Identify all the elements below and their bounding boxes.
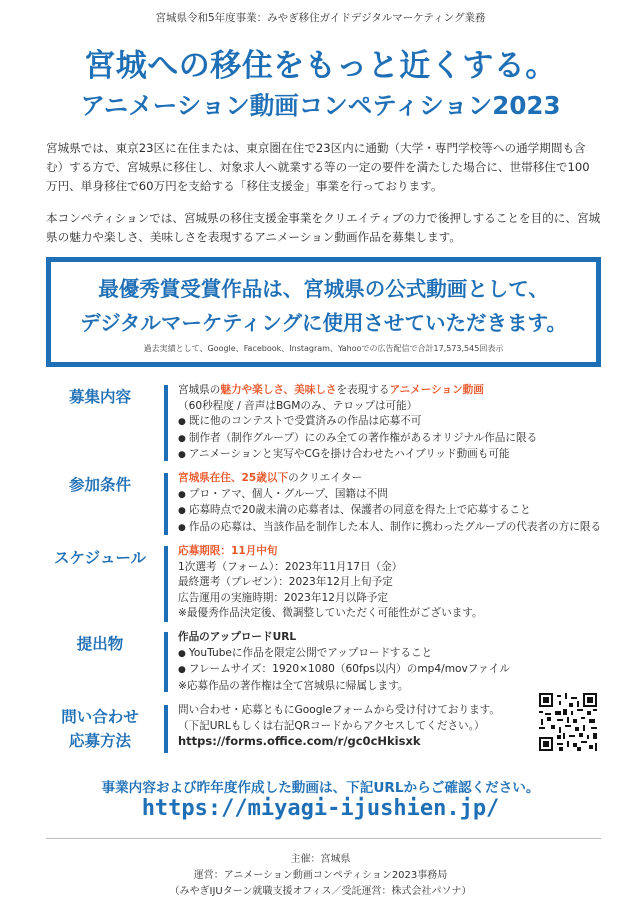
boshu-line-2: （60秒程度 / 音声はBGMのみ、テロップは可能） bbox=[178, 399, 418, 412]
top-note: 宮城県令和5年度事業：みやぎ移住ガイドデジタルマーケティング業務 bbox=[155, 12, 486, 24]
credit-operator: 運営：アニメーション動画コンペティション2023事務局 bbox=[193, 870, 448, 881]
section-bar bbox=[164, 385, 168, 461]
list-item: ● 応募時点で20歳未満の応募者は、保護者の同意を得た上で応募すること bbox=[178, 503, 618, 520]
section-boshu bbox=[0, 383, 641, 463]
list-item: ● YouTubeに作品を限定公開でアップロードすること bbox=[178, 646, 608, 663]
section-bar bbox=[164, 705, 168, 753]
boshu-line-1 bbox=[178, 383, 608, 399]
section-label-contact-1: 問い合わせ bbox=[61, 708, 139, 726]
section-body-contact bbox=[178, 703, 528, 750]
schedule-line: 広告運用の実施時期：2023年12月以降予定 bbox=[178, 591, 388, 604]
main-title: 宮城への移住をもっと近くする。 bbox=[84, 48, 557, 84]
sanka-line-1 bbox=[178, 471, 618, 487]
list-item: ● フレームサイズ：1920×1080（60fps以内）のmp4/movファイル bbox=[178, 662, 608, 679]
divider bbox=[46, 838, 601, 839]
section-teishutsu bbox=[0, 630, 641, 696]
sanka-text-b: のクリエイター bbox=[288, 472, 363, 484]
section-label-teishutsu: 提出物 bbox=[76, 635, 124, 653]
list-item: ● アニメーションと実写やCGを掛け合わせたハイブリッド動画も可能 bbox=[178, 447, 608, 464]
schedule-line: 最終選考（プレゼン）：2023年12月上旬予定 bbox=[178, 576, 393, 589]
section-schedule bbox=[0, 544, 641, 626]
credit-contractor: （みやぎIJUターン就職支援オフィス／受託運営：株式会社パソナ） bbox=[169, 886, 472, 897]
section-body-boshu bbox=[178, 383, 608, 464]
boshu-text-d: アニメーション動画 bbox=[389, 384, 484, 396]
contact-line-1: 問い合わせ・応募ともにGoogleフォームから受け付けております。 bbox=[178, 704, 501, 716]
section-bar bbox=[164, 632, 168, 692]
section-body-sanka bbox=[178, 471, 618, 536]
award-line-1: 最優秀賞受賞作品は、宮城県の公式動画として、 bbox=[98, 277, 549, 301]
schedule-line: 1次選考（フォーム）：2023年11月17日（金） bbox=[178, 560, 403, 573]
section-label-schedule: スケジュール bbox=[53, 549, 147, 567]
award-note: 過去実績として、Google、Facebook、Instagram、Yahooでの広告配信で合計17,573,545回表示 bbox=[143, 344, 504, 353]
credit-organizer: 主催：宮城県 bbox=[290, 854, 351, 865]
boshu-text-b: 魅力や楽しさ、美味しさ bbox=[220, 384, 337, 396]
schedule-line: ※最優秀作品決定後、微調整していただく可能性がございます。 bbox=[178, 607, 483, 620]
footer-site-link[interactable]: https://miyagi-ijushien.jp/ bbox=[141, 796, 500, 821]
sanka-text-a: 宮城県在住、25歳以下 bbox=[178, 472, 289, 484]
list-item: ● 制作者（制作グループ）にのみ全ての著作権があるオリジナル作品に限る bbox=[178, 431, 608, 448]
contact-line-2: （下記URLもしくは右記QRコードからアクセスしてください。） bbox=[178, 719, 485, 732]
section-body-teishutsu bbox=[178, 630, 608, 694]
award-box bbox=[46, 257, 601, 367]
list-item: ● 既に他のコンテストで受賞済みの作品は応募不可 bbox=[178, 414, 608, 431]
teishutsu-note: ※応募作品の著作権は全て宮城県に帰属します。 bbox=[178, 679, 409, 692]
section-sanka bbox=[0, 471, 641, 537]
section-bar bbox=[164, 473, 168, 535]
sub-title: アニメーション動画コンペティション2023 bbox=[80, 91, 561, 120]
section-label-contact-2: 応募方法 bbox=[68, 732, 131, 750]
boshu-text-c: を表現する bbox=[336, 384, 390, 396]
intro-paragraph-2: 本コンペティションでは、宮城県の移住支援金事業をクリエイティブの力で後押しすることを目的に、宮城県の魅力や楽しさ、美味しさを表現するアニメーション動画作品を募集します。 bbox=[46, 211, 601, 244]
footer-message: 事業内容および昨年度作成した動画は、下記URLからご確認ください。 bbox=[101, 780, 540, 796]
intro-paragraph-1: 宮城県では、東京23区に在住または、東京圏在住で23区内に通勤（大学・専門学校等への通学期間も含む）する方で、宮城県に移住し、対象求人へ就業する等の一定の要件を満たした場合に、世帯移住で100万円、単身移住で60万円を支給する「移住支援金」事業を行っております。 bbox=[46, 141, 590, 193]
list-item: ● 作品の応募は、当該作品を制作した本人、制作に携わったグループの代表者の方に限る bbox=[178, 520, 618, 537]
section-bar bbox=[164, 546, 168, 622]
teishutsu-heading: 作品のアップロードURL bbox=[178, 631, 297, 643]
section-label-boshu: 募集内容 bbox=[68, 388, 131, 406]
schedule-deadline: 応募期限：11月中旬 bbox=[178, 545, 278, 557]
qr-code-icon[interactable] bbox=[539, 693, 597, 751]
boshu-text-a: 宮城県の bbox=[178, 384, 221, 396]
section-label-sanka: 参加条件 bbox=[68, 476, 131, 494]
contact-form-link[interactable]: https://forms.office.com/r/gc0cHkisxk bbox=[178, 734, 421, 749]
list-item: ● プロ・アマ、個人・グループ、国籍は不問 bbox=[178, 487, 618, 504]
award-line-2: デジタルマーケティングに使用させていただきます。 bbox=[80, 311, 567, 335]
section-body-schedule bbox=[178, 544, 608, 622]
